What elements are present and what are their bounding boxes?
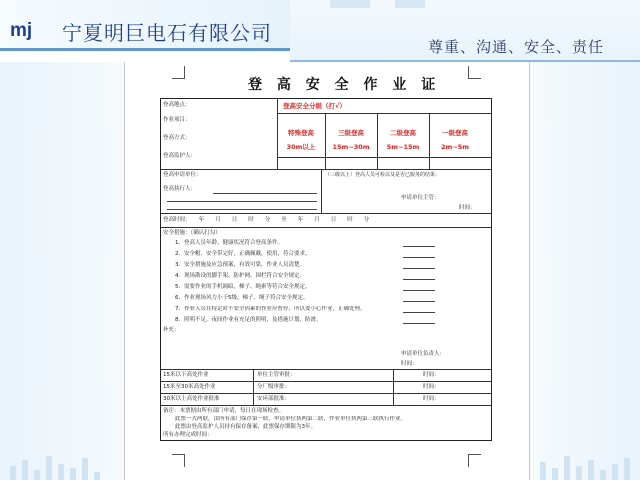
approval-label: 30米以上高处作业批准 <box>163 396 220 402</box>
approval-label: 15米以下高处作业 <box>163 372 209 378</box>
grade-name: 三级登高 <box>338 129 364 137</box>
company-name: 宁夏明巨电石有限公司 <box>62 21 272 45</box>
applicant-unit-label: 登高申请单位： <box>163 172 202 178</box>
section2-time-label: 时间： <box>459 205 476 211</box>
grade-range: 15m~30m <box>332 143 370 151</box>
table-rule <box>393 369 394 405</box>
permit-table <box>160 98 492 441</box>
grade-heading: 登高安全分级（打√） <box>283 102 346 110</box>
header-decoration <box>330 0 370 8</box>
approval-time: 时间： <box>423 372 440 378</box>
measure-item: 8．照明不足，夜间作业有充足的照明，及措施计划，防滑。 <box>175 317 322 323</box>
guardian-label: 登高监护人： <box>163 153 197 159</box>
check-line <box>403 279 435 280</box>
document-title: 登 高 安 全 作 业 证 <box>248 77 441 93</box>
inspection-note: （三级以上）登高人员可检以及是否已服务的结果： <box>325 172 441 178</box>
unit-supervisor-label: 申请单位主管： <box>401 195 440 201</box>
check-line <box>403 257 435 258</box>
page-corner-mark <box>468 454 481 467</box>
table-rule <box>161 169 491 170</box>
measure-item: 4．现场勘设的脚手架、防护网、围栏符合安全规定。 <box>175 273 306 279</box>
approval-approver: 分厂级审批： <box>257 384 291 390</box>
executor-line <box>167 209 317 210</box>
grade-range: 5m~15m <box>386 143 420 151</box>
measure-item: 3．安全措施及应急预案，有效可靠，作业人员清楚。 <box>175 262 306 268</box>
company-slogan: 尊重、沟通、安全、责任 <box>428 38 605 56</box>
grade-name: 一级登高 <box>442 129 468 137</box>
measure-item: 2．安全帽、安全带完好，正确佩戴，使用，符合要求。 <box>175 251 311 257</box>
remark-line: 此票由登高监护人员持有保存备案，此票保存期限为3年。 <box>175 424 317 430</box>
right-margin <box>528 62 640 480</box>
table-rule <box>253 369 254 405</box>
table-rule <box>377 113 378 169</box>
approval-time: 时间： <box>423 396 440 402</box>
work-period: 登高时间： 年 月 日 时 分 至 年 月 日 时 分 <box>163 217 370 223</box>
grade-name: 特殊登高 <box>288 129 314 137</box>
grade-special <box>281 129 321 151</box>
table-rule <box>277 157 491 158</box>
approval-time: 时间： <box>423 384 440 390</box>
site-label: 登高地点： <box>163 102 191 108</box>
table-rule <box>161 227 491 228</box>
table-rule <box>277 113 491 114</box>
check-line <box>403 312 435 313</box>
supplement-label: 补充： <box>163 327 180 333</box>
executor-label: 登高执行人： <box>163 186 197 192</box>
grade-two <box>383 129 423 151</box>
executor-line <box>167 201 317 202</box>
header-banner <box>0 0 640 62</box>
measure-item: 5．需要作业的手机调暗，梯子、绳索等符合安全规定。 <box>175 284 311 290</box>
left-margin <box>0 62 124 480</box>
grade-range: 30m以上 <box>286 143 316 151</box>
responsible-label: 申请单位负责人： <box>401 351 446 357</box>
remark-line: 此票一式两联，由所有部门保存第一联，申请单位执两第二联，作业单位执两第三联执行作业。 <box>175 416 407 422</box>
measure-item: 7．作业人员在特定时不安全因素的作业应暂停，所以要小心作业，正确处理。 <box>175 306 366 312</box>
project-label: 作业项目： <box>163 117 191 123</box>
page-corner-mark <box>172 66 185 79</box>
header-decoration <box>395 0 425 8</box>
measures-time-label: 时间： <box>401 361 418 367</box>
table-rule <box>429 113 430 169</box>
approval-approver: 安环部批准： <box>257 396 291 402</box>
grade-range: 2m~5m <box>440 143 470 151</box>
check-line <box>403 323 435 324</box>
table-rule <box>161 405 491 406</box>
grade-three <box>331 129 371 151</box>
table-rule <box>161 393 491 394</box>
table-rule <box>161 381 491 382</box>
approval-approver: 单位主管审批： <box>257 372 296 378</box>
page-corner-mark <box>468 66 481 79</box>
executor-line <box>213 193 317 194</box>
header-divider-left <box>0 48 290 51</box>
remark-line: 备注：本票据由所有部门申请，每日在现场检查。 <box>163 408 285 414</box>
check-line <box>403 246 435 247</box>
check-line <box>403 268 435 269</box>
page-corner-mark <box>172 454 185 467</box>
table-rule <box>277 99 278 169</box>
method-label: 登高方式： <box>163 135 191 141</box>
check-line <box>403 290 435 291</box>
remark-line: 所有办理完成时间： <box>163 432 213 438</box>
table-rule <box>321 169 322 213</box>
table-rule <box>161 369 491 370</box>
table-rule <box>325 113 326 169</box>
company-logo: mj <box>10 20 33 41</box>
table-rule <box>161 213 491 214</box>
approval-label: 15米至30米高处作业 <box>163 384 216 390</box>
grade-name: 二级登高 <box>390 129 416 137</box>
check-line <box>403 301 435 302</box>
measure-item: 6．作业现场风力小于5级，梯子、绳子符合安全规定。 <box>175 295 309 301</box>
measures-heading: 安全措施：（确认打勾） <box>163 230 221 236</box>
grade-one <box>435 129 475 151</box>
measure-item: 1．登高人员年龄、健康状况符合登高条件。 <box>175 240 284 246</box>
